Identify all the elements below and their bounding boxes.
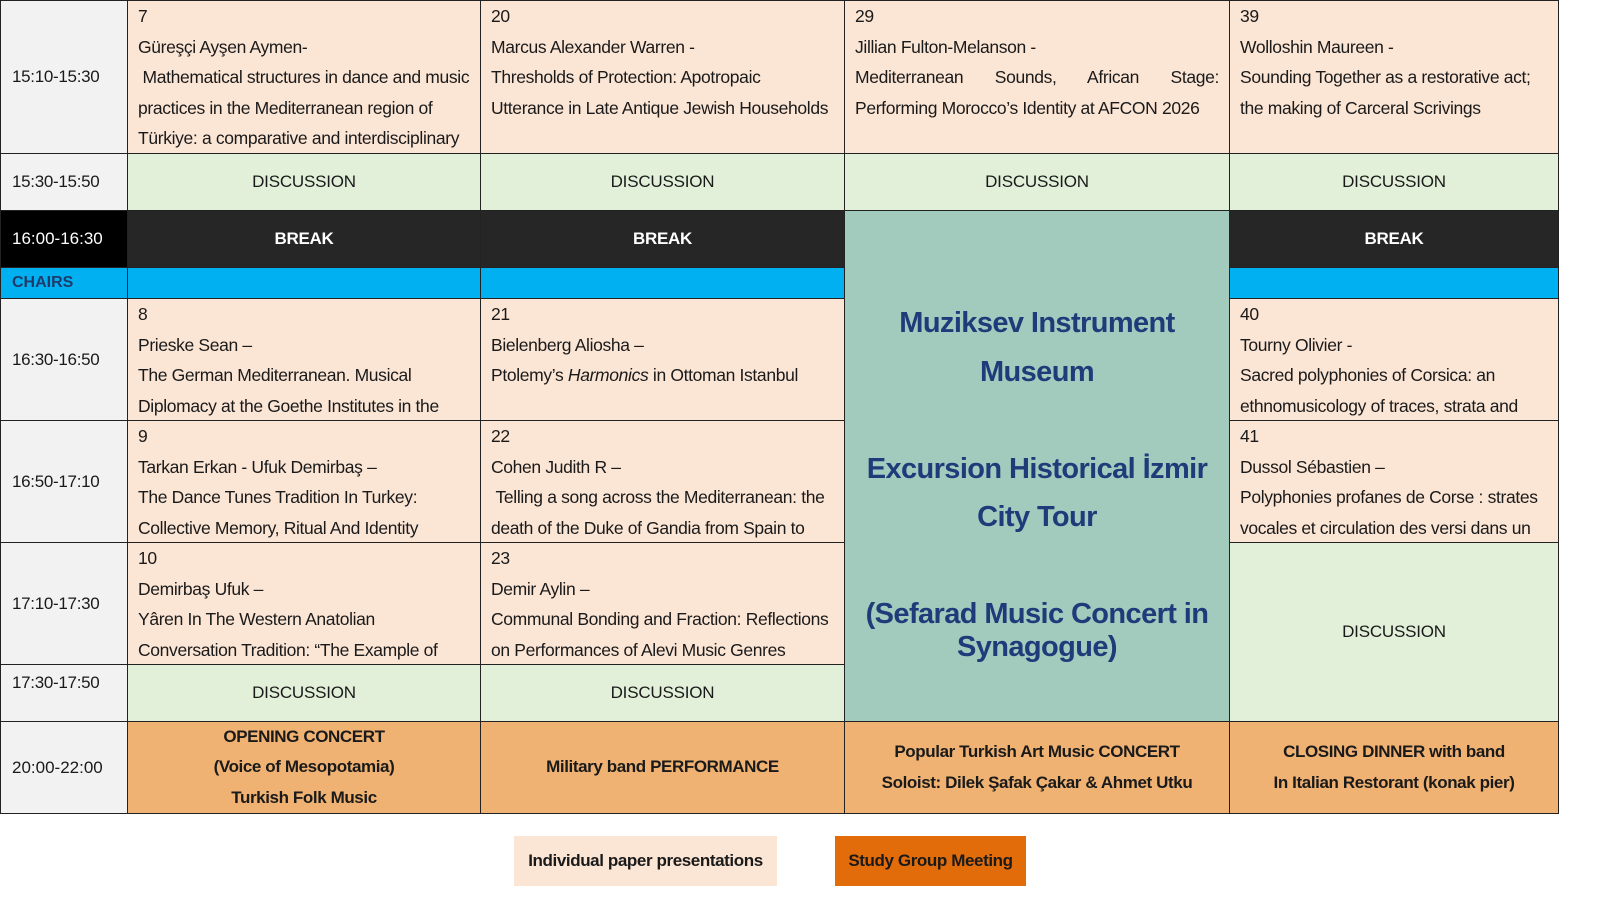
evening-event-cell: [1229, 721, 1559, 814]
paper-number: 40: [1240, 304, 1259, 324]
time-cell: 16:50-17:10: [0, 420, 128, 543]
excursion-line: City Tour: [977, 501, 1097, 533]
paper-title-italic: Harmonics: [567, 365, 649, 385]
paper-cell: [480, 420, 845, 543]
discussion-cell: DISCUSSION: [480, 153, 845, 211]
paper-number: 39: [1240, 6, 1259, 26]
paper-title: The Dance Tunes Tradition In Turkey: Collective Memory, Ritual And Identity: [138, 487, 419, 538]
paper-author: Demir Aylin –: [491, 578, 590, 599]
excursion-cell: [844, 210, 1230, 722]
paper-number: 7: [138, 6, 148, 26]
discussion-cell: DISCUSSION: [1229, 542, 1559, 722]
paper-title: Telling a song across the Mediterranean: the death of the Duke of Gandia from Spain to: [491, 487, 825, 538]
paper-cell: [1229, 420, 1559, 543]
legend-individual-papers: Individual paper presentations: [514, 836, 777, 886]
paper-title: Mediterranean Sounds, African Stage: Performing Morocco’s Identity at AFCON 2026: [855, 67, 1219, 118]
evening-line: Popular Turkish Art Music CONCERT: [894, 742, 1180, 761]
paper-number: 41: [1240, 426, 1259, 446]
paper-number: 8: [138, 304, 148, 324]
paper-cell: [480, 298, 845, 421]
chairs-cell: [127, 267, 481, 299]
paper-author: Demirbaş Ufuk –: [138, 578, 264, 599]
discussion-cell: DISCUSSION: [127, 664, 481, 722]
chairs-cell: [480, 267, 845, 299]
time-cell: 15:30-15:50: [0, 153, 128, 211]
discussion-cell: DISCUSSION: [1229, 153, 1559, 211]
time-cell: 17:10-17:30: [0, 542, 128, 665]
evening-line: (Voice of Mesopotamia): [213, 757, 395, 777]
paper-cell: [480, 542, 845, 665]
time-cell: 16:30-16:50: [0, 298, 128, 421]
paper-cell: [844, 0, 1230, 154]
paper-number: 23: [491, 548, 510, 568]
paper-title: Communal Bonding and Fraction: Reflections on Performances of Alevi Music Genres: [491, 609, 829, 660]
paper-author: Jillian Fulton-Melanson -: [855, 36, 1036, 57]
paper-title-part: in Ottoman Istanbul: [648, 365, 799, 385]
paper-author: Tarkan Erkan - Ufuk Demirbaş –: [138, 456, 377, 477]
paper-title: Mathematical structures in dance and music practices in the Mediterranean region of Türkiye: a comparative and interdisciplinary: [138, 67, 470, 148]
chairs-cell: [1229, 267, 1559, 299]
paper-cell: [1229, 0, 1559, 154]
paper-author: Bielenberg Aliosha –: [491, 334, 644, 355]
evening-event-cell: [127, 721, 481, 814]
paper-title: Polyphonies profanes de Corse : strates vocales et circulation des versi dans un: [1240, 487, 1538, 538]
paper-cell: [127, 0, 481, 154]
evening-line: Soloist: Dilek Şafak Çakar & Ahmet Utku: [881, 772, 1193, 792]
discussion-cell: DISCUSSION: [480, 664, 845, 722]
time-cell: 17:30-17:50: [0, 664, 128, 722]
evening-line: CLOSING DINNER with band: [1283, 742, 1505, 761]
paper-number: 22: [491, 426, 510, 446]
paper-cell: [127, 298, 481, 421]
paper-title: Sacred polyphonies of Corsica: an ethnomusicology of traces, strata and: [1240, 365, 1518, 416]
break-cell: BREAK: [1229, 210, 1559, 268]
paper-number: 10: [138, 548, 157, 568]
paper-cell: [127, 542, 481, 665]
paper-number: 9: [138, 426, 148, 446]
evening-line: OPENING CONCERT: [223, 726, 385, 746]
paper-author: Tourny Olivier -: [1240, 334, 1353, 355]
evening-event-cell: [480, 721, 845, 814]
paper-author: Prieske Sean –: [138, 334, 252, 355]
excursion-line: Muziksev Instrument: [899, 307, 1175, 339]
paper-author: Dussol Sébastien –: [1240, 456, 1385, 477]
excursion-line: Museum: [979, 356, 1095, 388]
evening-line: Military band PERFORMANCE: [546, 757, 779, 777]
discussion-cell: DISCUSSION: [127, 153, 481, 211]
paper-cell: [127, 420, 481, 543]
paper-title: The German Mediterranean. Musical Diplomacy at the Goethe Institutes in the: [138, 365, 439, 416]
break-cell: BREAK: [127, 210, 481, 268]
excursion-line: (Sefarad Music Concert in Synagogue): [865, 598, 1209, 663]
paper-title: Thresholds of Protection: Apotropaic Utterance in Late Antique Jewish Households: [491, 67, 829, 118]
paper-number: 29: [855, 6, 874, 26]
break-cell: BREAK: [480, 210, 845, 268]
paper-title: Sounding Together as a restorative act; the making of Carceral Scrivings: [1240, 67, 1531, 118]
paper-title: [491, 360, 834, 391]
paper-title-part: Ptolemy’s: [491, 365, 568, 385]
time-cell: 16:00-16:30: [0, 210, 128, 268]
time-cell: 20:00-22:00: [0, 721, 128, 814]
evening-line: In Italian Restorant (konak pier): [1273, 772, 1515, 792]
paper-title: Yâren In The Western Anatolian Conversation Tradition: “The Example of: [138, 609, 438, 660]
excursion-line: Excursion Historical İzmir: [866, 453, 1208, 485]
paper-author: Güreşçi Ayşen Aymen-: [138, 36, 308, 57]
discussion-cell: DISCUSSION: [844, 153, 1230, 211]
paper-number: 20: [491, 6, 510, 26]
chairs-label: CHAIRS: [0, 267, 128, 299]
paper-cell: [480, 0, 845, 154]
paper-number: 21: [491, 304, 510, 324]
paper-author: Marcus Alexander Warren -: [491, 36, 695, 57]
paper-author: Cohen Judith R –: [491, 456, 621, 477]
paper-author: Wolloshin Maureen -: [1240, 36, 1394, 57]
time-cell: 15:10-15:30: [0, 0, 128, 154]
paper-cell: [1229, 298, 1559, 421]
evening-line: Turkish Folk Music: [231, 787, 377, 807]
evening-event-cell: [844, 721, 1230, 814]
legend-study-group: Study Group Meeting: [835, 836, 1026, 886]
